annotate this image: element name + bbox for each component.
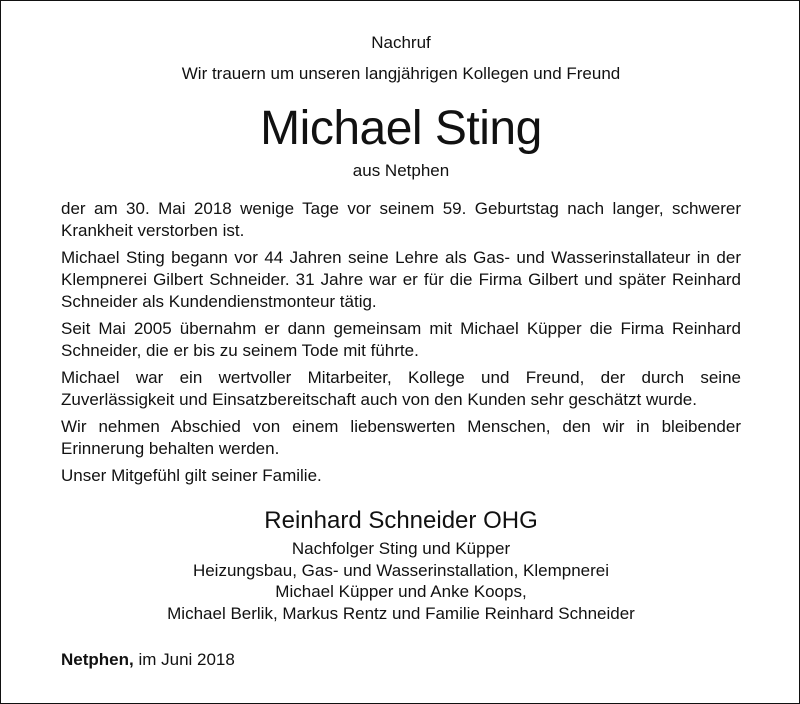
footer-date: im Juni 2018: [133, 650, 235, 669]
notice-heading: Nachruf: [371, 33, 431, 52]
notice-body: [61, 198, 741, 492]
signer-line: Michael Berlik, Markus Rentz und Familie Reinhard Schneider: [167, 603, 635, 623]
signer-details: [61, 538, 741, 624]
body-paragraph: Unser Mitgefühl gilt seiner Familie.: [61, 466, 322, 485]
origin-line: aus Netphen: [352, 161, 450, 180]
body-paragraph: Michael Sting begann vor 44 Jahren seine Lehre als Gas- und Wasserinstallateur in der Klempnerei Gilbert Schneider. 31 Jahre war er für die Firma Gilbert und später Reinhard Schneider als Kundendienstmonteur tätig.: [61, 248, 741, 311]
place-date-line: [61, 650, 235, 670]
intro-line: Wir trauern um unseren langjährigen Kollegen und Freund: [181, 64, 621, 83]
signer-line: Heizungsbau, Gas- und Wasserinstallation, Klempnerei: [192, 560, 610, 580]
body-paragraph: Michael war ein wertvoller Mitarbeiter, Kollege und Freund, der durch seine Zuverlässigkeit und Einsatzbereitschaft auch von den Kunden sehr geschätzt wurde.: [61, 368, 741, 409]
signer-company: Reinhard Schneider OHG: [264, 507, 538, 534]
body-paragraph: der am 30. Mai 2018 wenige Tage vor seinem 59. Geburtstag nach langer, schwerer Krankheit verstorben ist.: [61, 199, 741, 240]
signer-line: Nachfolger Sting und Küpper: [291, 539, 511, 558]
footer-place: Netphen,: [61, 650, 134, 669]
body-paragraph: Seit Mai 2005 übernahm er dann gemeinsam mit Michael Küpper die Firma Reinhard Schneider, die er bis zu seinem Tode mit führte.: [61, 319, 741, 360]
signer-line: Michael Küpper und Anke Koops,: [275, 582, 527, 601]
deceased-name: Michael Sting: [260, 102, 542, 155]
body-paragraph: Wir nehmen Abschied von einem liebenswerten Menschen, den wir in bleibender Erinnerung behalten werden.: [61, 417, 741, 458]
